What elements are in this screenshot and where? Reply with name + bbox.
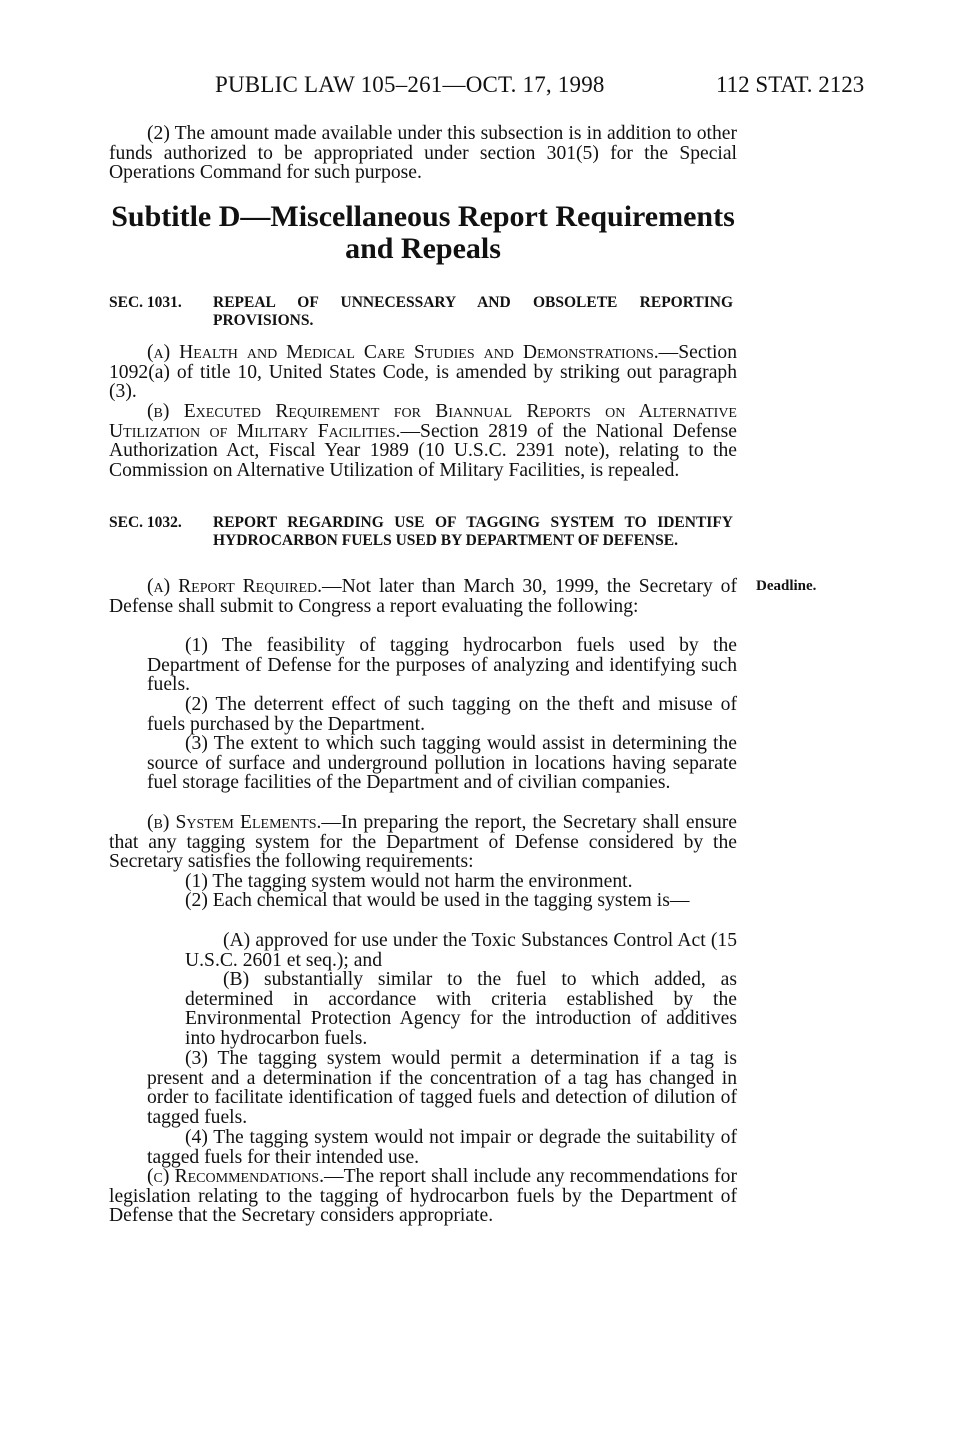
margin-note-deadline: Deadline. bbox=[756, 578, 817, 594]
subtitle-heading: Subtitle D—Miscellaneous Report Requirements and Repeals bbox=[111, 200, 735, 265]
sec1031-subsection-a bbox=[109, 343, 737, 402]
sec1032-b-paragraph-3: (3) The tagging system would permit a determination if a tag is present and a determination if the concentration of a tag has changed in order to facilitate identification of tagged fuels and detection of dilution of tagged fuels. bbox=[147, 1048, 737, 1128]
subsection-text: —Section 2819 of the National Defense Authorization Act, Fiscal Year 1989 (10 U.S.C. 2391 note), relating to the Commission on Alternative Utilization of Military Facilities, is repealed. bbox=[109, 420, 737, 481]
sec1032-b2-subparagraph-B: (B) substantially similar to the fuel to which added, as determined in accordance with criteria established by the Environmental Protection Agency for the introduction of additives into hydrocarbon fuels. bbox=[185, 969, 737, 1049]
sec1032-a-paragraph-3: (3) The extent to which such tagging would assist in determining the source of surface and underground pollution in locations having separate fuel storage facilities of the Department and of civilian companies. bbox=[147, 733, 737, 794]
subsection-heading: (c) Recommendations. bbox=[147, 1166, 324, 1187]
sec1032-a-paragraph-1: (1) The feasibility of tagging hydrocarbon fuels used by the Department of Defense for the purposes of analyzing and identifying such fuels. bbox=[147, 635, 737, 696]
intro-paragraph: (2) The amount made available under this subsection is in addition to other funds authorized to be appropriated under section 301(5) for the Special Operations Command for such purpose. bbox=[109, 123, 737, 184]
sec1032-subsection-c bbox=[109, 1167, 737, 1226]
subsection-text: —In preparing the report, the Secretary shall ensure that any tagging system for the Department of Defense considered by the Secretary satisfies the following requirements: bbox=[109, 812, 738, 873]
subsection-heading: (b) System Elements. bbox=[147, 812, 322, 833]
subsection-text: —Section 1092(a) of title 10, United States Code, is amended by striking out paragraph (3). bbox=[109, 342, 737, 403]
sec1032-b-paragraph-2: (2) Each chemical that would be used in the tagging system is— bbox=[185, 890, 690, 911]
running-header-law: PUBLIC LAW 105–261—OCT. 17, 1998 bbox=[215, 72, 605, 97]
sec1032-subsection-a bbox=[109, 577, 737, 616]
sec1031-subsection-b bbox=[109, 402, 737, 480]
sec1032-a-paragraph-2: (2) The deterrent effect of such tagging on the theft and misuse of fuels purchased by the Department. bbox=[147, 694, 737, 735]
section-number: SEC. 1032. bbox=[109, 514, 182, 531]
section-1031-heading bbox=[109, 294, 737, 330]
subsection-text: —The report shall include any recommendations for legislation relating to the tagging of hydrocarbon fuels by the Department of Defense that the Secretary considers appropriate. bbox=[109, 1166, 737, 1227]
subsection-heading: (b) Executed Requirement for Biannual Reports on Alternative Utilization of Military Facilities. bbox=[109, 401, 737, 442]
sec1032-subsection-b bbox=[109, 813, 737, 872]
sec1032-b-paragraph-1: (1) The tagging system would not harm the environment. bbox=[185, 871, 633, 892]
subsection-text: —Not later than March 30, 1999, the Secretary of Defense shall submit to Congress a report evaluating the following: bbox=[109, 576, 737, 617]
subsection-heading: (a) Report Required. bbox=[147, 576, 323, 597]
section-title: REPEAL OF UNNECESSARY AND OBSOLETE REPORTING PROVISIONS. bbox=[213, 294, 733, 329]
section-title: REPORT REGARDING USE OF TAGGING SYSTEM TO IDENTIFY HYDROCARBON FUELS USED BY DEPARTMENT OF DEFENSE. bbox=[213, 514, 733, 549]
section-1032-heading bbox=[109, 514, 737, 550]
sec1032-b-paragraph-4: (4) The tagging system would not impair or degrade the suitability of tagged fuels for their intended use. bbox=[147, 1127, 737, 1168]
subsection-heading: (a) Health and Medical Care Studies and Demonstrations. bbox=[147, 342, 659, 363]
sec1032-b2-subparagraph-A: (A) approved for use under the Toxic Substances Control Act (15 U.S.C. 2601 et seq.); and bbox=[185, 930, 737, 971]
running-header-stat: 112 STAT. 2123 bbox=[716, 72, 865, 97]
section-number: SEC. 1031. bbox=[109, 294, 182, 311]
